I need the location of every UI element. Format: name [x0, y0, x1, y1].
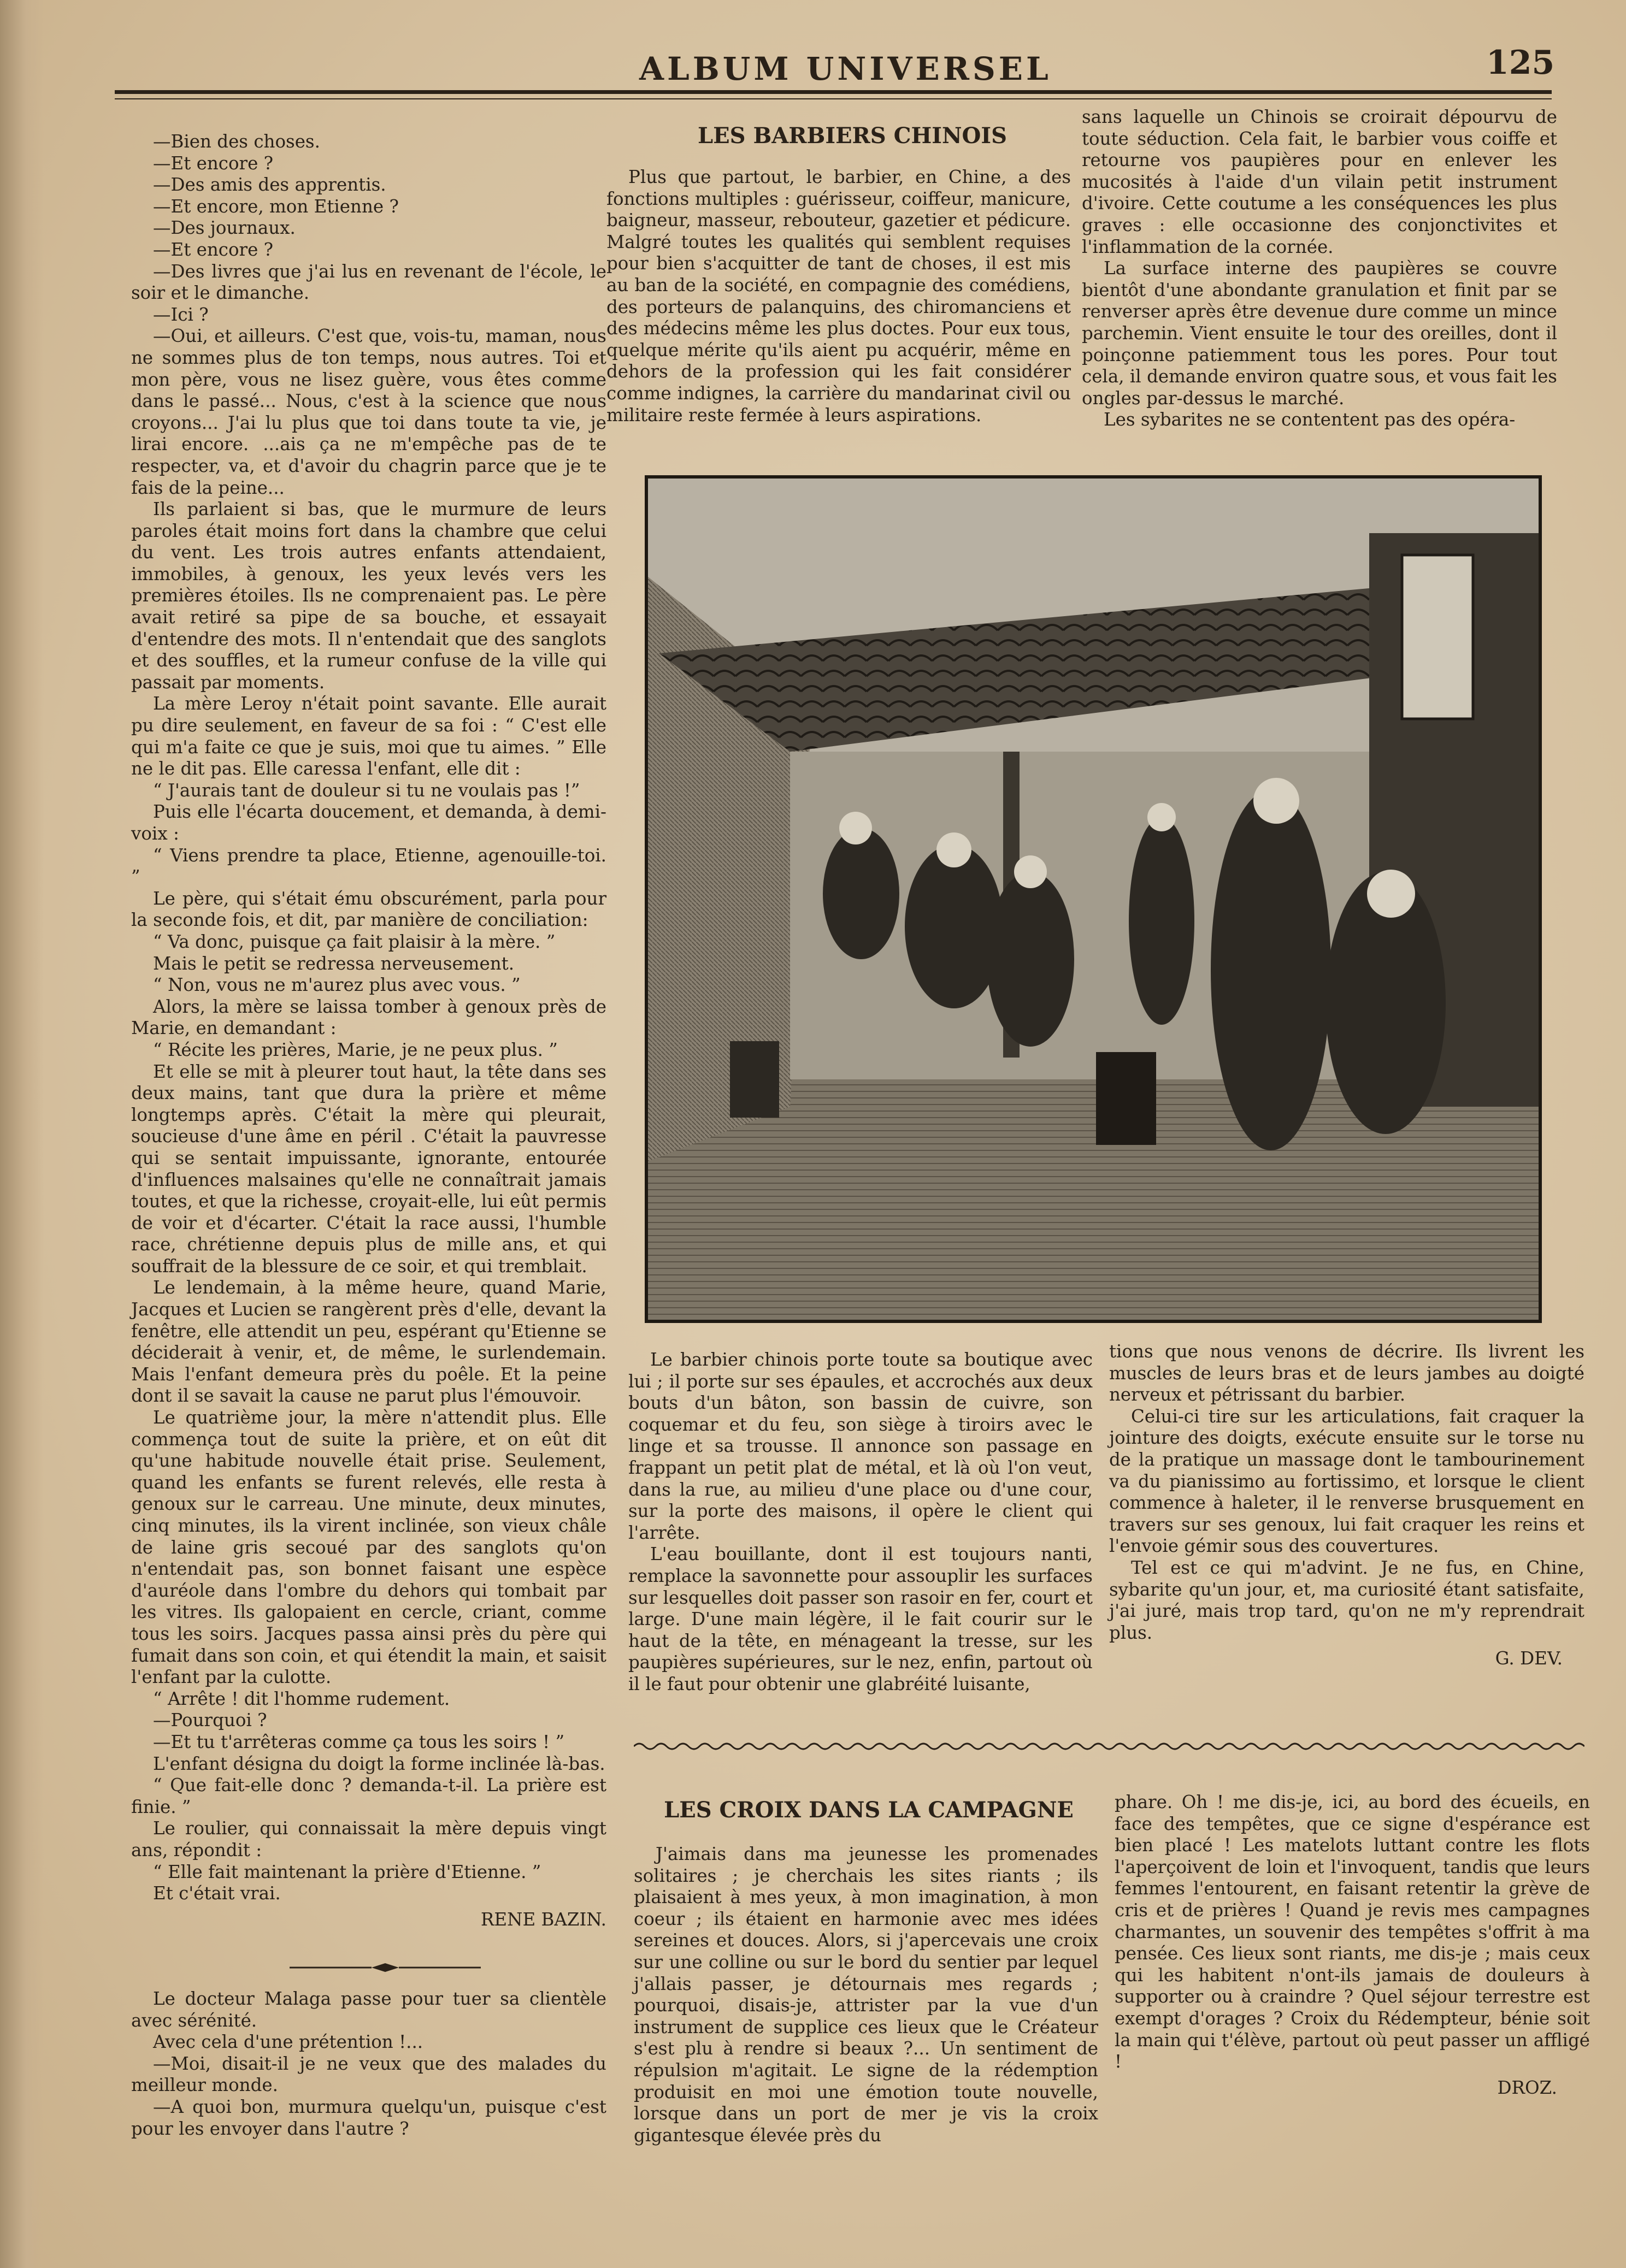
- barbiers-title: LES BARBIERS CHINOIS: [698, 123, 1007, 149]
- story-column: [131, 131, 606, 1930]
- paragraph: —Moi, disait-il je ne veux que des malades du meilleur monde.: [131, 2053, 606, 2096]
- barbiers-signature: G. DEV.: [1495, 1648, 1563, 1669]
- barbiers-below-right: [1109, 1341, 1584, 1670]
- paragraph: L'enfant désigna du doigt la forme inclinée là-bas.: [153, 1753, 605, 1774]
- barbiers-col2-text: [1082, 107, 1557, 431]
- paragraph: Le lendemain, à la même heure, quand Marie, Jacques et Lucien se rangèrent près d'elle, devant la fenêtre, elle attendit un peu, espérant qu'Etienne se déciderait à venir, et, de même, le surlendemain. Mais l'enfant demeura près du poêle. Et la peine dont il se savait la cause ne parut plus l'émouvoir.: [131, 1277, 606, 1407]
- page-number: 125: [1486, 44, 1555, 82]
- croix-left-paragraph: J'aimais dans ma jeunesse les promenades solitaires ; je cherchais les sites riants ; ils plaisaient à mes yeux, à mon imagination, à mon coeur ; ils étaient en harmonie avec mes idées sereines et douces. Alors, si j'apercevais une croix sur une colline ou sur le bord du sentier par lequel j'allais passer, je détournais mes regards ; pourquoi, disais-je, attrister par la vue d'un instrument de supplice ces lieux que le Créateur s'est plu à rendre si beaux ?... Un sentiment de répulsion m'agitait. Le signe de la rédemption produisit en moi une émotion toute nouvelle, lorsque dans un port de mer je vis la croix gigantesque élevée près du: [634, 1844, 1098, 2146]
- barbers-illustration: [645, 475, 1542, 1323]
- paragraph: Le barbier chinois porte toute sa boutique avec lui ; il porte sur ses épaules, et accrochés aux deux bouts d'un bâton, son bassin de cuivre, son coquemar et du feu, son siège à tiroirs avec le linge et sa trousse. Il annonce son passage en frappant un petit plat de métal, et là où l'on veut, dans la rue, au milieu d'une place ou d'une cour, sur la porte des maisons, il opère le client qui l'arrête.: [628, 1349, 1093, 1543]
- croix-left: [634, 1844, 1098, 2146]
- paragraph: “ Récite les prières, Marie, je ne peux plus. ”: [153, 1039, 558, 1060]
- paragraph: Et elle se mit à pleurer tout haut, la tête dans ses deux mains, tant que dura la prière et même longtemps après. C'était la mère qui pleurait, soucieuse d'une âme en péril . C'était la pauvresse qui se sentait impuissante, ignorante, entourée d'influences malsaines qu'elle ne connaîtrait jamais toutes, et que la richesse, croyait-elle, lui eût permis de voir et d'écarter. C'était la race aussi, l'humble race, chrétienne depuis plus de mille ans, et qui souffrait de la blessure de ce soir, et qui tremblait.: [131, 1061, 606, 1277]
- barbiers-below-right-text: [1109, 1341, 1584, 1644]
- story-signature: RENE BAZIN.: [480, 1909, 606, 1930]
- magazine-title: ALBUM UNIVERSEL: [639, 50, 1052, 87]
- paragraph: —Et tu t'arrêteras comme ça tous les soirs ! ”: [153, 1731, 565, 1752]
- croix-right-paragraph: phare. Oh ! me dis-je, ici, au bord des écueils, en face des tempêtes, que ce signe d'espérance est bien placé ! Les matelots luttant contre les flots l'aperçoivent de loin et l'invoquent, tandis que leurs femmes l'entourent, en faisant retentir la grève de cris et de prières ! Quand je revis mes campagnes charmantes, un souvenir des tempêtes s'offrit à ma pensée. Ces lieux sont riants, me dis-je ; mais ceux qui les habitent n'ont-ils jamais de douleurs à supporter ou à craindre ? Quel séjour terrestre est exempt d'orages ? Croix du Rédempteur, bénie soit la main qui t'élève, partout où peut passer un affligé !: [1115, 1792, 1590, 2072]
- header-rule: [115, 90, 1552, 94]
- paragraph: —Bien des choses.: [153, 131, 320, 152]
- anecdote-column: [131, 1988, 606, 2140]
- illustration-drawing: [648, 479, 1539, 1320]
- paragraph: —A quoi bon, murmura quelqu'un, puisque c'est pour les envoyer dans l'autre ?: [131, 2096, 606, 2139]
- barbiers-below-left-text: [628, 1349, 1093, 1696]
- paragraph: Ils parlaient si bas, que le murmure de leurs paroles était moins fort dans la chambre que celui du vent. Les trois autres enfants attendaient, immobiles, à genoux, les yeux levés vers les premières étoiles. Ils ne comprenaient pas. Le père avait retiré sa pipe de sa bouche, et essayait d'entendre des mots. Il n'entendait que des sanglots et des souffles, et la rumeur confuse de la ville qui passait par moments.: [131, 499, 606, 693]
- paragraph: Le roulier, qui connaissait la mère depuis vingt ans, répondit :: [131, 1818, 606, 1861]
- barbiers-intro: [606, 167, 1071, 426]
- page-fold-shadow: [0, 0, 44, 2268]
- paragraph: “ Non, vous ne m'aurez plus avec vous. ”: [153, 974, 521, 996]
- paragraph: “ J'aurais tant de douleur si tu ne voulais pas !”: [153, 779, 580, 801]
- barbiers-below-left: [628, 1349, 1093, 1696]
- paragraph: —Et encore, mon Etienne ?: [153, 196, 399, 217]
- paragraph: —Des livres que j'ai lus en revenant de l'école, le soir et le dimanche.: [131, 261, 606, 304]
- paragraph: Alors, la mère se laissa tomber à genoux près de Marie, en demandant :: [131, 996, 606, 1039]
- anecdote-text: [131, 1988, 606, 2140]
- paragraph: tions que nous venons de décrire. Ils livrent les muscles de leurs bras et de leurs jambes au doigté nerveux et pétrissant du barbier.: [1109, 1341, 1584, 1405]
- paragraph: sans laquelle un Chinois se croirait dépourvu de toute séduction. Cela fait, le barbier vous coiffe et retourne vos paupières pour en enlever les mucosités à l'aide d'un vilain petit instrument d'ivoire. Cette coutume a les conséquences les plus graves : elle occasionne des conjonctivites et l'inflammation de la cornée.: [1082, 107, 1557, 257]
- paragraph: Les sybarites ne se contentent pas des opéra-: [1104, 409, 1516, 430]
- paragraph: “ Que fait-elle donc ? demanda-t-il. La prière est finie. ”: [131, 1775, 606, 1817]
- paragraph: —Pourquoi ?: [153, 1710, 267, 1731]
- paragraph: “ Arrête ! dit l'homme rudement.: [153, 1688, 450, 1709]
- croix-signature: DROZ.: [1497, 2077, 1557, 2098]
- paragraph: Le quatrième jour, la mère n'attendit plus. Elle commença tout de suite la prière, et on eût dit qu'une habitude nouvelle était prise. Seulement, quand les enfants se furent relevés, elle resta à genoux sur le carreau. Une minute, deux minutes, cinq minutes, ils la virent inclinée, son vieux châle de laine gris secoué par des sanglots qu'on n'entendait pas, son bonnet faisant une espèce d'auréole dans l'ombre du dehors qui tombait par les vitres. Ils galopaient en cercle, criant, comme tous les soirs. Jacques passa ainsi près du père qui fumait dans son coin, et qui étendit la main, et saisit l'enfant par la culotte.: [131, 1407, 606, 1688]
- story-text: [131, 131, 606, 1905]
- croix-right: [1115, 1792, 1590, 2099]
- paragraph: Mais le petit se redressa nerveusement.: [153, 953, 515, 974]
- paragraph: L'eau bouillante, dont il est toujours nanti, remplace la savonnette pour assouplir les surfaces sur lesquelles doit passer son rasoir en fer, court et large. D'une main légère, il le fait courir sur le haut de la tête, en ménageant la tresse, sur les paupières supérieures, sur le nez, enfin, partout où il le faut pour obtenir une glabréité luisante,: [628, 1544, 1093, 1694]
- barbiers-column-2: [1082, 107, 1557, 431]
- croix-title: LES CROIX DANS LA CAMPAGNE: [664, 1797, 1074, 1823]
- paragraph: “ Va donc, puisque ça fait plaisir à la mère. ”: [153, 931, 556, 952]
- paragraph: —Oui, et ailleurs. C'est que, vois-tu, maman, nous ne sommes plus de ton temps, nous autres. Toi et mon père, vous ne lisez guère, vous êtes comme dans le passé... Nous, c'est à la science que nous croyons... J'ai lu plus que toi dans toute ta vie, je lirai encore. ...ais ça ne m'empêche pas de te respecter, va, et d'avoir du chagrin parce que je te fais de la peine...: [131, 326, 606, 498]
- paragraph: Puis elle l'écarta doucement, et demanda, à demi-voix :: [131, 801, 606, 844]
- paragraph: Le père, qui s'était ému obscurément, parla pour la seconde fois, et dit, par manière de conciliation:: [131, 888, 606, 931]
- ornament-divider: [290, 1961, 481, 1974]
- paragraph: La mère Leroy n'était point savante. Elle aurait pu dire seulement, en faveur de sa foi : “ C'est elle qui m'a faite ce que je suis, moi que tu aimes. ” Elle ne le dit pas. Elle caressa l'enfant, elle dit :: [131, 693, 606, 779]
- paragraph: —Et encore ?: [153, 152, 274, 174]
- paragraph: —Des amis des apprentis.: [153, 174, 386, 196]
- paragraph: La surface interne des paupières se couvre bientôt d'une abondante granulation et finit par se renverser après être devenue dure comme un mince parchemin. Vient ensuite le tour des oreilles, dont il poinçonne patiemment tous les pores. Pour tout cela, il demande environ quatre sous, et vous fait les ongles par-dessus le marché.: [1082, 258, 1557, 409]
- barbiers-intro-paragraph: Plus que partout, le barbier, en Chine, a des fonctions multiples : guérisseur, coiffeur, manicure, baigneur, masseur, rebouteur, gazetier et pédicure. Malgré toutes les qualités qui semblent requises pour bien s'acquitter de tant de choses, il est mis au ban de la société, en compagnie des comédiens, des porteurs de palanquins, des chiromanciens et des médecins même les plus doctes. Pour eux tous, quelque mérite qu'ils aient pu acquérir, même en dehors de la profession qui les fait considérer comme indignes, la carrière du mandarinat civil ou militaire reste fermée à leurs aspirations.: [606, 167, 1071, 426]
- paragraph: —Ici ?: [153, 304, 209, 325]
- wavy-divider: [634, 1738, 1584, 1755]
- paragraph: —Et encore ?: [153, 239, 274, 260]
- paragraph: Le docteur Malaga passe pour tuer sa clientèle avec sérénité.: [131, 1988, 606, 2031]
- paragraph: “ Viens prendre ta place, Etienne, agenouille-toi. ”: [131, 844, 606, 888]
- header-rule-thin: [115, 98, 1552, 99]
- paragraph: —Des journaux.: [153, 217, 296, 239]
- paragraph: “ Elle fait maintenant la prière d'Etienne. ”: [153, 1861, 541, 1882]
- paragraph: Tel est ce qui m'advint. Je ne fus, en Chine, sybarite qu'un jour, et, ma curiosité étant satisfaite, j'ai juré, mais trop tard, qu'on ne m'y reprendrait plus.: [1109, 1557, 1584, 1643]
- paragraph: Celui-ci tire sur les articulations, fait craquer la jointure des doigts, exécute ensuite sur le torse nu de la pratique un massage dont le tambourinement va du pianissimo au fortissimo, et lorsque le client commence à haleter, il le renverse brusquement en travers sur ses genoux, lui fait craquer les reins et l'envoie gémir sous des couvertures.: [1109, 1405, 1584, 1557]
- paragraph: Et c'était vrai.: [153, 1883, 281, 1904]
- paragraph: Avec cela d'une prétention !...: [153, 2031, 423, 2053]
